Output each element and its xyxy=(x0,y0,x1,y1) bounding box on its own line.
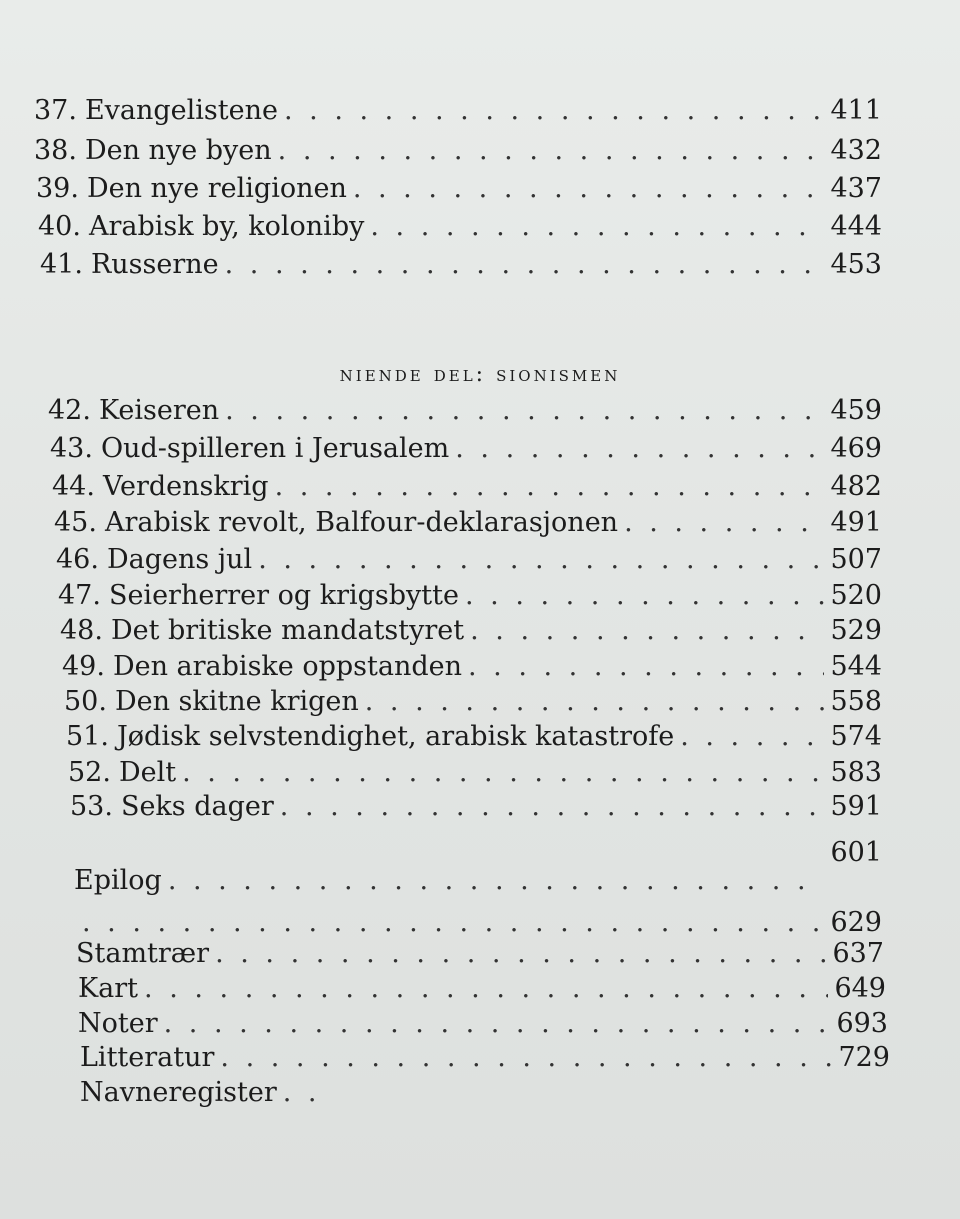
chapter-number: 46. xyxy=(56,544,99,575)
toc-entry-back-matter xyxy=(80,1041,890,1075)
chapter-number: 48. xyxy=(60,615,103,646)
chapter-number: 43. xyxy=(50,433,93,464)
dot-leader xyxy=(353,172,825,206)
page-number: 649 xyxy=(834,973,886,1004)
toc-entry xyxy=(68,756,882,790)
chapter-title: Den nye byen xyxy=(84,135,272,166)
page-number: 444 xyxy=(830,211,882,242)
toc-entry xyxy=(62,650,882,684)
dot-leader xyxy=(284,94,824,128)
toc-entry xyxy=(70,790,882,824)
back-matter-title: Noter xyxy=(78,1008,158,1039)
page-number: 491 xyxy=(830,507,882,538)
toc-entry-back-matter xyxy=(76,906,882,940)
page-number: 637 xyxy=(832,938,884,969)
toc-entry xyxy=(34,94,882,128)
chapter-number: 53. xyxy=(70,791,113,822)
page-number: 437 xyxy=(830,173,882,204)
chapter-title: Seks dager xyxy=(120,791,274,822)
toc-entry xyxy=(34,134,882,168)
page-number: 574 xyxy=(830,721,882,752)
toc-entry xyxy=(38,210,882,244)
page-number: 729 xyxy=(838,1042,890,1073)
dot-leader xyxy=(220,1041,832,1075)
section-heading: niende del: sionismen xyxy=(339,362,621,387)
page-number: 544 xyxy=(830,651,882,682)
toc-entry xyxy=(58,579,882,613)
chapter-title: Dagens jul xyxy=(106,544,253,575)
page-number: 601 xyxy=(830,837,882,868)
back-matter-title: Navneregister xyxy=(80,1077,277,1108)
chapter-number: 51. xyxy=(66,721,109,752)
chapter-title: Arabisk by, koloniby xyxy=(88,211,365,242)
chapter-number: 39. xyxy=(36,173,79,204)
dot-leader xyxy=(164,1007,831,1041)
toc-entry xyxy=(52,470,882,504)
chapter-number: 50. xyxy=(64,686,107,717)
toc-entry-epilog xyxy=(74,837,882,898)
dot-leader xyxy=(624,506,824,540)
dot-leader xyxy=(168,864,825,898)
page-number: 469 xyxy=(830,433,882,464)
chapter-title: Arabisk revolt, Balfour-deklarasjonen xyxy=(104,507,619,538)
toc-entry xyxy=(64,685,882,719)
chapter-title: Keiseren xyxy=(98,395,220,426)
chapter-title: Det britiske mandatstyret xyxy=(110,615,465,646)
dot-leader xyxy=(468,650,824,684)
page-number: 591 xyxy=(830,791,882,822)
toc-entry xyxy=(36,172,882,206)
back-matter-title: Kart xyxy=(78,973,139,1004)
page-number: 411 xyxy=(830,95,882,126)
toc-entry xyxy=(66,720,882,754)
dot-leader xyxy=(470,614,824,648)
dot-leader xyxy=(465,579,824,613)
chapter-number: 42. xyxy=(48,395,91,426)
page-number: 583 xyxy=(830,757,882,788)
chapter-number: 44. xyxy=(52,471,95,502)
chapter-title: Russerne xyxy=(90,249,219,280)
chapter-title: Den skitne krigen xyxy=(114,686,359,717)
dot-leader xyxy=(370,210,824,244)
chapter-title: Jødisk selvstendighet, arabisk katastrofe xyxy=(116,721,675,752)
dot-leader xyxy=(275,470,825,504)
chapter-title: Verdenskrig xyxy=(102,471,269,502)
toc-entry xyxy=(50,432,882,466)
chapter-number: 41. xyxy=(40,249,83,280)
dot-leader xyxy=(225,394,824,428)
dot-leader xyxy=(82,906,824,940)
dot-leader xyxy=(278,134,825,168)
page-number: 520 xyxy=(830,580,882,611)
chapter-title: Oud-spilleren i Jerusalem xyxy=(100,433,450,464)
dot-leader xyxy=(365,685,825,719)
chapter-number: 47. xyxy=(58,580,101,611)
toc-entry xyxy=(48,394,882,428)
page-number: 453 xyxy=(830,249,882,280)
dot-leader xyxy=(225,248,825,282)
page-number: 482 xyxy=(830,471,882,502)
toc-entry-back-matter xyxy=(78,972,886,1006)
chapter-number: 37. xyxy=(34,95,77,126)
dot-leader xyxy=(182,756,824,790)
dot-leader xyxy=(144,972,828,1006)
toc-entry xyxy=(40,248,882,282)
chapter-number: 52. xyxy=(68,757,111,788)
back-matter-title: Stamtrær xyxy=(76,938,210,969)
toc-entry xyxy=(54,506,882,540)
dot-leader xyxy=(283,1076,314,1110)
toc-entry-back-matter xyxy=(76,937,884,971)
page-number: 693 xyxy=(836,1008,888,1039)
dot-leader xyxy=(455,432,824,466)
chapter-title: Den nye religionen xyxy=(86,173,347,204)
dot-leader xyxy=(215,937,826,971)
chapter-title: Evangelistene xyxy=(84,95,278,126)
page-number: 629 xyxy=(830,907,882,938)
chapter-number: 40. xyxy=(38,211,81,242)
toc-entry xyxy=(60,614,882,648)
epilog-title: Epilog xyxy=(74,865,162,896)
page-number: 459 xyxy=(830,395,882,426)
dot-leader xyxy=(680,720,824,754)
page-number: 507 xyxy=(830,544,882,575)
chapter-title: Delt xyxy=(118,757,177,788)
back-matter-title: Litteratur xyxy=(80,1042,215,1073)
chapter-title: Den arabiske oppstanden xyxy=(112,651,463,682)
dot-leader xyxy=(258,543,824,577)
chapter-number: 49. xyxy=(62,651,105,682)
page-number: 432 xyxy=(830,135,882,166)
chapter-title: Seierherrer og krigsbytte xyxy=(108,580,459,611)
page-number: 529 xyxy=(830,615,882,646)
toc-entry-back-matter xyxy=(78,1007,888,1041)
toc-entry-back-matter xyxy=(80,1076,320,1110)
toc-entry xyxy=(56,543,882,577)
chapter-number: 45. xyxy=(54,507,97,538)
dot-leader xyxy=(280,790,825,824)
page-number: 558 xyxy=(830,686,882,717)
chapter-number: 38. xyxy=(34,135,77,166)
